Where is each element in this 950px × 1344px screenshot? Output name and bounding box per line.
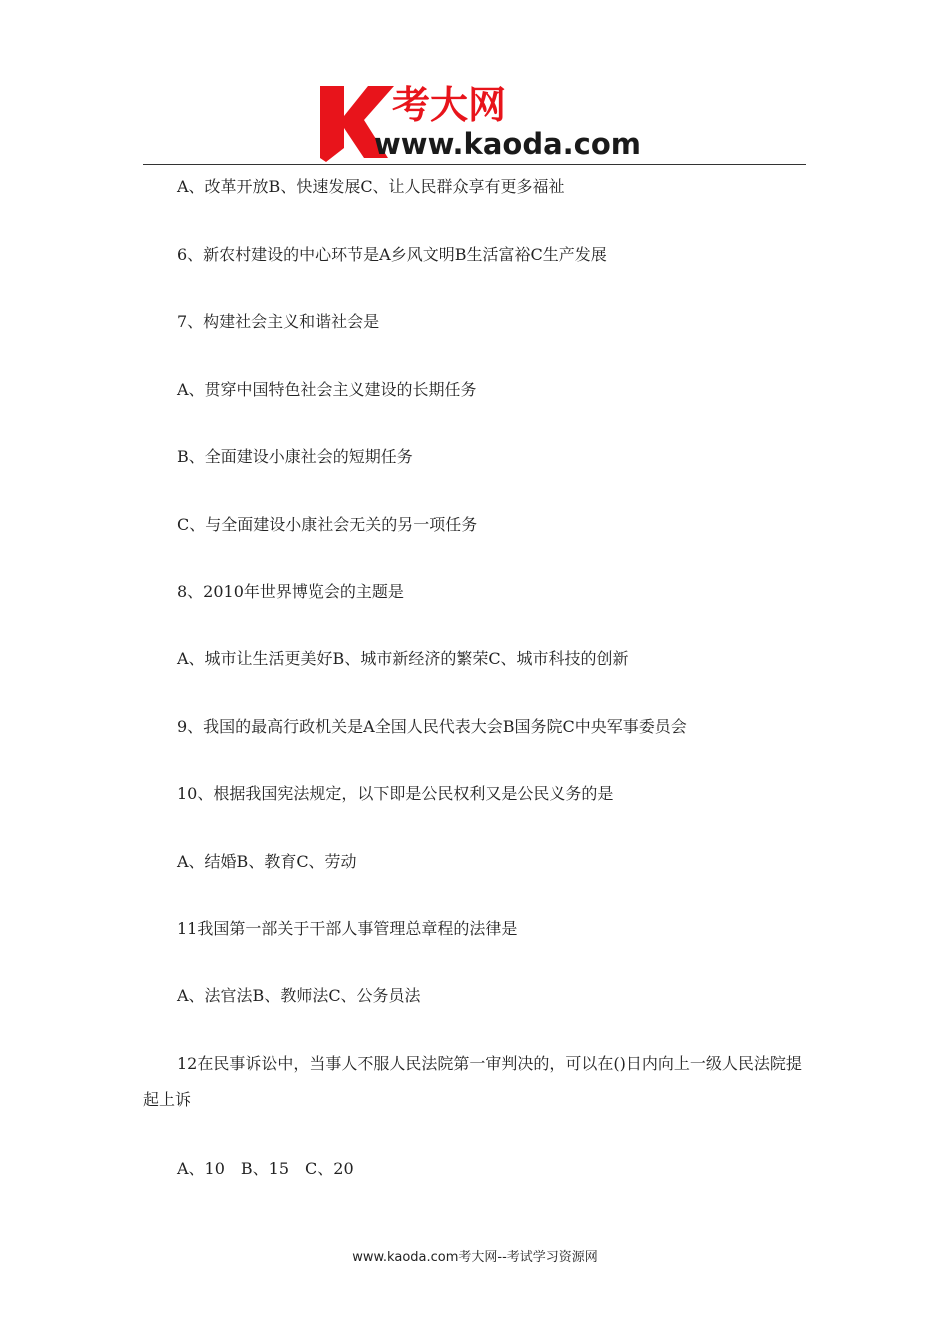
question-line: 10、根据我国宪法规定，以下即是公民权利又是公民义务的是 (177, 784, 614, 803)
question-line: 7、构建社会主义和谐社会是 (177, 312, 380, 331)
kaoda-logo (318, 78, 648, 164)
question-line: A、贯穿中国特色社会主义建设的长期任务 (177, 380, 477, 399)
kaoda-logo-graphic (318, 78, 648, 164)
question-line: 11我国第一部关于干部人事管理总章程的法律是 (177, 919, 518, 938)
logo-brand-cn: 考大网 (392, 83, 507, 127)
question-line: 9、我国的最高行政机关是A全国人民代表大会B国务院C中央军事委员会 (177, 717, 687, 736)
logo-url: www.kaoda.com (374, 127, 641, 161)
question-line: A、城市让生活更美好B、城市新经济的繁荣C、城市科技的创新 (177, 649, 629, 668)
header-divider (143, 164, 806, 165)
question-paragraph: 12在民事诉讼中，当事人不服人民法院第一审判决的，可以在()日内向上一级人民法院提起上诉 (143, 1054, 802, 1109)
page-footer: www.kaoda.com考大网--考试学习资源网 (352, 1250, 598, 1265)
question-line: 6、新农村建设的中心环节是A乡风文明B生活富裕C生产发展 (177, 245, 607, 264)
question-line: A、法官法B、教师法C、公务员法 (177, 986, 421, 1005)
question-line: A、10 B、15 C、20 (177, 1159, 354, 1178)
question-line: A、结婚B、教育C、劳动 (177, 852, 357, 871)
question-line: C、与全面建设小康社会无关的另一项任务 (177, 515, 478, 534)
question-line: 8、2010年世界博览会的主题是 (177, 582, 404, 601)
question-line: B、全面建设小康社会的短期任务 (177, 447, 413, 466)
question-line: A、改革开放B、快速发展C、让人民群众享有更多福祉 (177, 177, 565, 196)
